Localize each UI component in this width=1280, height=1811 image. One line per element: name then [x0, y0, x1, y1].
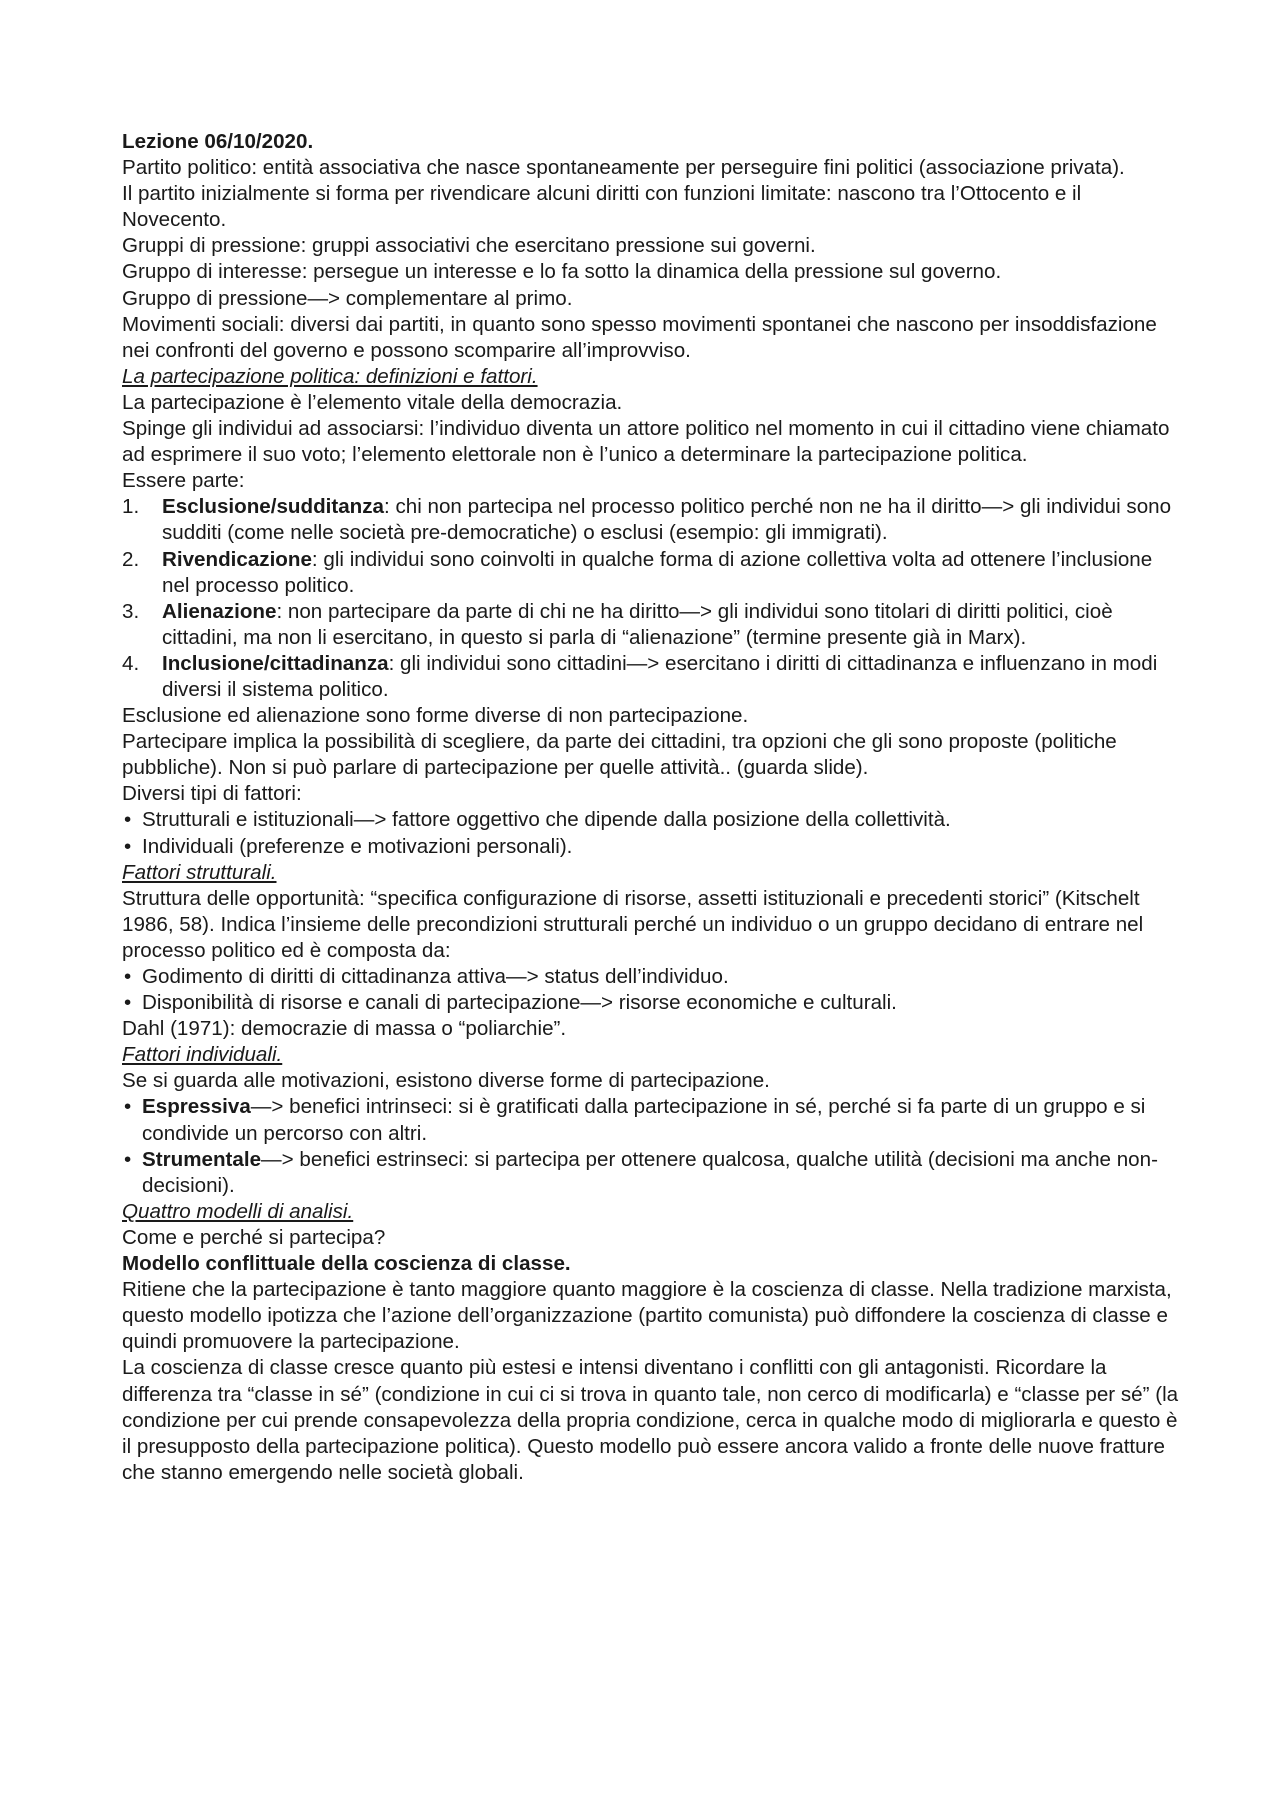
- list-number: 2.: [122, 547, 140, 571]
- list-text: Strutturali e istituzionali—> fattore oggettivo che dipende dalla posizione della collettività.: [142, 808, 951, 832]
- motivation-list: [122, 1094, 1182, 1198]
- bullet-icon: •: [124, 1147, 132, 1171]
- list-number: 1.: [122, 495, 140, 519]
- paragraph: Partecipare implica la possibilità di scegliere, da parte dei cittadini, tra opzioni che gli sono proposte (politiche pubbliche). Non si può parlare di partecipazione per quelle attività.. (guarda slide).: [122, 730, 1117, 780]
- intro-paragraph: Movimenti sociali: diversi dai partiti, in quanto sono spesso movimenti spontanei che nascono per insoddisfazione nei confronti del governo e possono scomparire all’improvviso.: [122, 312, 1157, 362]
- list-term: Esclusione/sudditanza: [162, 495, 385, 519]
- participation-types-list: [122, 494, 1182, 703]
- list-number: 4.: [122, 651, 140, 675]
- list-text: : non partecipare da parte di chi ne ha diritto—> gli individui sono titolari di diritti politici, cioè cittadini, ma non li esercitano, in questo si parla di “alienazione” (termine presente già in Marx).: [162, 599, 1113, 649]
- paragraph: Essere parte:: [122, 469, 245, 493]
- list-text: : gli individui sono coinvolti in qualche forma di azione collettiva volta ad ottenere l’inclusione nel processo politico.: [162, 547, 1153, 597]
- list-item: [122, 990, 1182, 1016]
- intro-paragraph: Partito politico: entità associativa che nasce spontaneamente per perseguire fini politici (associazione privata).: [122, 156, 1125, 180]
- paragraph: Spinge gli individui ad associarsi: l’individuo diventa un attore politico nel momento in cui il cittadino viene chiamato ad esprimere il suo voto; l’elemento elettorale non è l’unico a determinare la partecipazione politica.: [122, 417, 1170, 467]
- list-item: [122, 494, 1182, 546]
- list-text: —> benefici intrinseci: si è gratificati dalla partecipazione in sé, perché si fa parte di un gruppo e si condivide un percorso con altri.: [142, 1095, 1146, 1145]
- list-item: [122, 547, 1182, 599]
- list-term: Espressiva: [142, 1095, 251, 1119]
- bullet-icon: •: [124, 965, 132, 988]
- list-item: [122, 599, 1182, 651]
- model-heading: Modello conflittuale della coscienza di classe.: [122, 1252, 571, 1276]
- section-heading-individual: Fattori individuali.: [122, 1043, 283, 1067]
- list-item: [122, 807, 1182, 833]
- list-text: : gli individui sono cittadini—> esercitano i diritti di cittadinanza e influenzano in modi diversi il sistema politico.: [162, 651, 1158, 701]
- bullet-icon: •: [124, 991, 132, 1015]
- section-heading-participation: La partecipazione politica: definizioni e fattori.: [122, 364, 538, 388]
- list-item: [122, 1094, 1182, 1146]
- list-text: Individuali (preferenze e motivazioni personali).: [142, 834, 573, 858]
- list-number: 3.: [122, 599, 140, 623]
- paragraph: La partecipazione è l’elemento vitale della democrazia.: [122, 390, 623, 414]
- list-text: Godimento di diritti di cittadinanza attiva—> status dell’individuo.: [142, 965, 729, 988]
- intro-paragraph: Gruppo di interesse: persegue un interesse e lo fa sotto la dinamica della pressione sul governo.: [122, 260, 1002, 284]
- list-item: [122, 964, 1182, 990]
- list-term: Inclusione/cittadinanza: [162, 651, 389, 675]
- paragraph: Esclusione ed alienazione sono forme diverse di non partecipazione.: [122, 704, 749, 728]
- paragraph: Struttura delle opportunità: “specifica configurazione di risorse, assetti istituzionali e precedenti storici” (Kitschelt 1986, 58). Indica l’insieme delle precondizioni strutturali perché un individuo o un gruppo decidano di entrare nel processo politico ed è composta da:: [122, 886, 1144, 962]
- list-term: Strumentale: [142, 1147, 262, 1171]
- list-item: [122, 1147, 1182, 1199]
- intro-paragraph: Il partito inizialmente si forma per rivendicare alcuni diritti con funzioni limitate: nascono tra l’Ottocento e il Novecento.: [122, 182, 1082, 232]
- section-heading-models: Quattro modelli di analisi.: [122, 1199, 354, 1223]
- list-text: : chi non partecipa nel processo politico perché non ne ha il diritto—> gli individui sono sudditi (come nelle società pre-democratiche) o esclusi (esempio: gli immigrati).: [162, 495, 1172, 545]
- paragraph: La coscienza di classe cresce quanto più estesi e intensi diventano i conflitti con gli antagonisti. Ricordare la differenza tra “classe in sé” (condizione in cui ci si trova in quanto tale, non cerco di modificarla) e “classe per sé” (la condizione per cui prende consapevolezza della propria condizione, cerca in qualche modo di migliorarla e questo è il presupposto della partecipazione politica). Questo modello può essere ancora valido a fronte delle nuove fratture che stanno emergendo nelle società globali.: [122, 1356, 1179, 1484]
- list-text: Disponibilità di risorse e canali di partecipazione—> risorse economiche e culturali.: [142, 991, 897, 1015]
- section-heading-structural: Fattori strutturali.: [122, 860, 277, 884]
- paragraph: Come e perché si partecipa?: [122, 1225, 386, 1249]
- intro-paragraph: Gruppi di pressione: gruppi associativi che esercitano pressione sui governi.: [122, 234, 816, 258]
- paragraph: Dahl (1971): democrazie di massa o “poliarchie”.: [122, 1017, 567, 1041]
- paragraph: Ritiene che la partecipazione è tanto maggiore quanto maggiore è la coscienza di classe. Nella tradizione marxista, questo modello ipotizza che l’azione dell’organizzazione (partito comunista) può diffondere la coscienza di classe e quindi promuovere la partecipazione.: [122, 1278, 1172, 1354]
- list-item: [122, 651, 1182, 703]
- list-item: [122, 834, 1182, 860]
- paragraph: Se si guarda alle motivazioni, esistono diverse forme di partecipazione.: [122, 1069, 770, 1093]
- bullet-icon: •: [124, 808, 132, 832]
- document-page: [122, 129, 1182, 1486]
- list-term: Rivendicazione: [162, 547, 312, 571]
- structural-list: [122, 964, 1182, 1016]
- paragraph: Diversi tipi di fattori:: [122, 782, 302, 806]
- list-text: —> benefici estrinseci: si partecipa per ottenere qualcosa, qualche utilità (decisioni ma anche non-decisioni).: [142, 1147, 1158, 1197]
- bullet-icon: •: [124, 834, 132, 858]
- list-term: Alienazione: [162, 599, 277, 623]
- factor-types-list: [122, 807, 1182, 859]
- intro-paragraph: Gruppo di pressione—> complementare al primo.: [122, 286, 573, 310]
- bullet-icon: •: [124, 1095, 132, 1119]
- lecture-title: Lezione 06/10/2020.: [122, 130, 314, 153]
